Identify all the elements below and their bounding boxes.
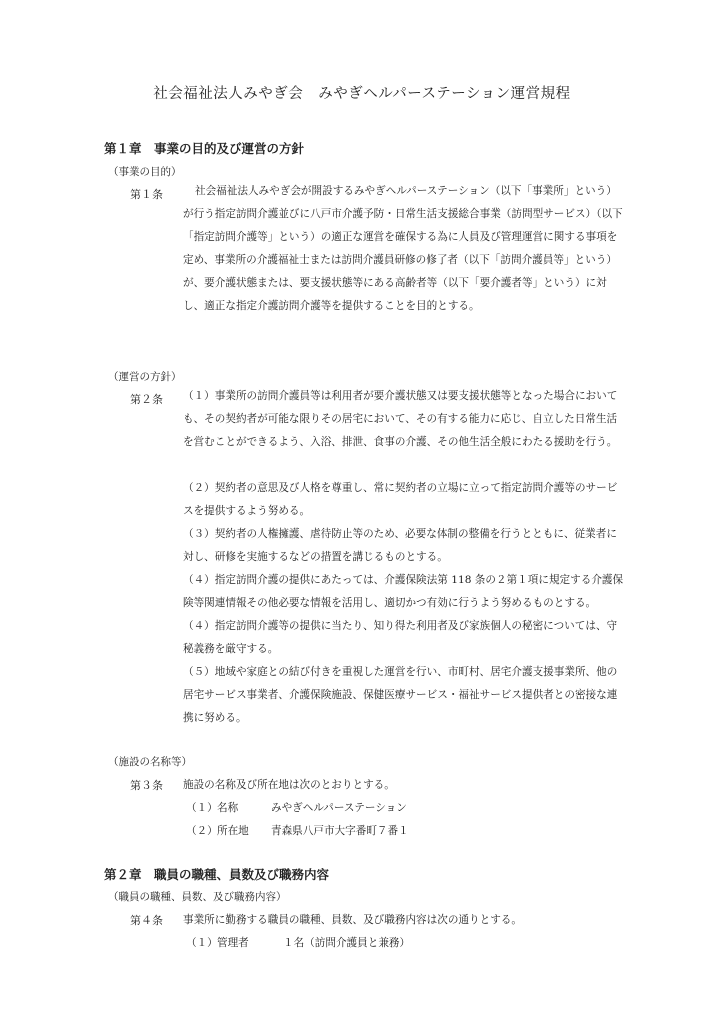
staff-row-number: （１） <box>186 937 218 949</box>
article-1-caption: （事業の目的） <box>108 166 182 178</box>
article-4-caption: （職員の職種、員数、及び職務内容） <box>108 891 287 903</box>
article-3-caption: （施設の名称等） <box>108 756 192 768</box>
article-3-text: 施設の名称及び所在地は次のとおりとする。 <box>183 779 395 791</box>
article-2-label: 第２条 <box>130 393 163 406</box>
article-2-item-4: （４）指定訪問介護の提供にあたっては、介護保険法第 118 条の２第１項に規定する介護保険等関連情報その他必要な情報を活用し、適切かつ有効に行うよう努めるものとする。 <box>183 574 624 609</box>
article-3-label: 第３条 <box>130 779 163 792</box>
facility-row-number: （１） <box>186 802 218 814</box>
facility-row-number: （２） <box>186 825 218 837</box>
article-2-caption: （運営の方針） <box>108 371 182 383</box>
article-2-item-1: （１）事業所の訪問介護員等は利用者が要介護状態又は要支援状態等となった場合においても、その契約者が可能な限りその居宅において、その有する能力に応じ、自立した日常生活を営むことができるよう、入浴、排泄、食事の介護、その他生活全般にわたる援助を行う。 <box>183 390 618 448</box>
chapter-2-heading: 第２章 職員の職種、員数及び職務内容 <box>104 867 330 882</box>
article-4-text: 事業所に勤務する職員の職種、員数、及び職務内容は次の通りとする。 <box>183 914 522 926</box>
article-1-label: 第１条 <box>130 188 163 201</box>
article-1-text: 社会福祉法人みやぎ会が開設するみやぎヘルパーステーション（以下「事業所」という）が行う指定訪問介護並びに八戸市介護予防・日常生活支援総合事業（訪問型サービス）（以下「指定訪問介護等」という）の適正な運営を確保する為に人員及び管理運営に関する事項を定め、事業所の介護福祉士または訪問介護員研修の修了者（以下「訪問介護員等」という）が、要介護状態または、要支援状態等にある高齢者等（以下「要介護者等」という）に対し、適正な指定介護訪問介護等を提供することを目的とする。 <box>183 185 623 312</box>
facility-address-value: 青森県八戸市大字番町７番１ <box>271 825 409 837</box>
article-2-item-5: （４）指定訪問介護等の提供に当たり、知り得た利用者及び家族個人の秘密については、守秘義務を厳守する。 <box>183 620 618 655</box>
staff-role-key: 管理者 <box>217 937 249 949</box>
facility-name-key: 名称 <box>217 802 239 814</box>
document-title: 社会福祉法人みやぎ会 みやぎヘルパーステーション運営規程 <box>153 86 571 102</box>
facility-address-key: 所在地 <box>217 825 249 837</box>
article-2-item-3: （３）契約者の人権擁護、虐待防止等のため、必要な体制の整備を行うとともに、従業者に対し、研修を実施するなどの措置を講じるものとする。 <box>183 528 617 563</box>
article-2-item-2: （２）契約者の意思及び人格を尊重し、常に契約者の立場に立って指定訪問介護等のサービスを提供するよう努める。 <box>183 482 618 517</box>
facility-name-value: みやぎヘルパーステーション <box>271 802 407 814</box>
staff-role-value: １名（訪問介護員と兼務） <box>283 937 411 949</box>
chapter-1-heading: 第１章 事業の目的及び運営の方針 <box>104 141 305 156</box>
article-4-label: 第４条 <box>130 914 163 927</box>
article-2-item-6: （５）地域や家庭との結び付きを重視した運営を行い、市町村、居宅介護支援事業所、他の居宅サービス事業者、介護保険施設、保健医療サービス・福祉サービス提供者との密接な連携に努める。 <box>183 666 618 724</box>
